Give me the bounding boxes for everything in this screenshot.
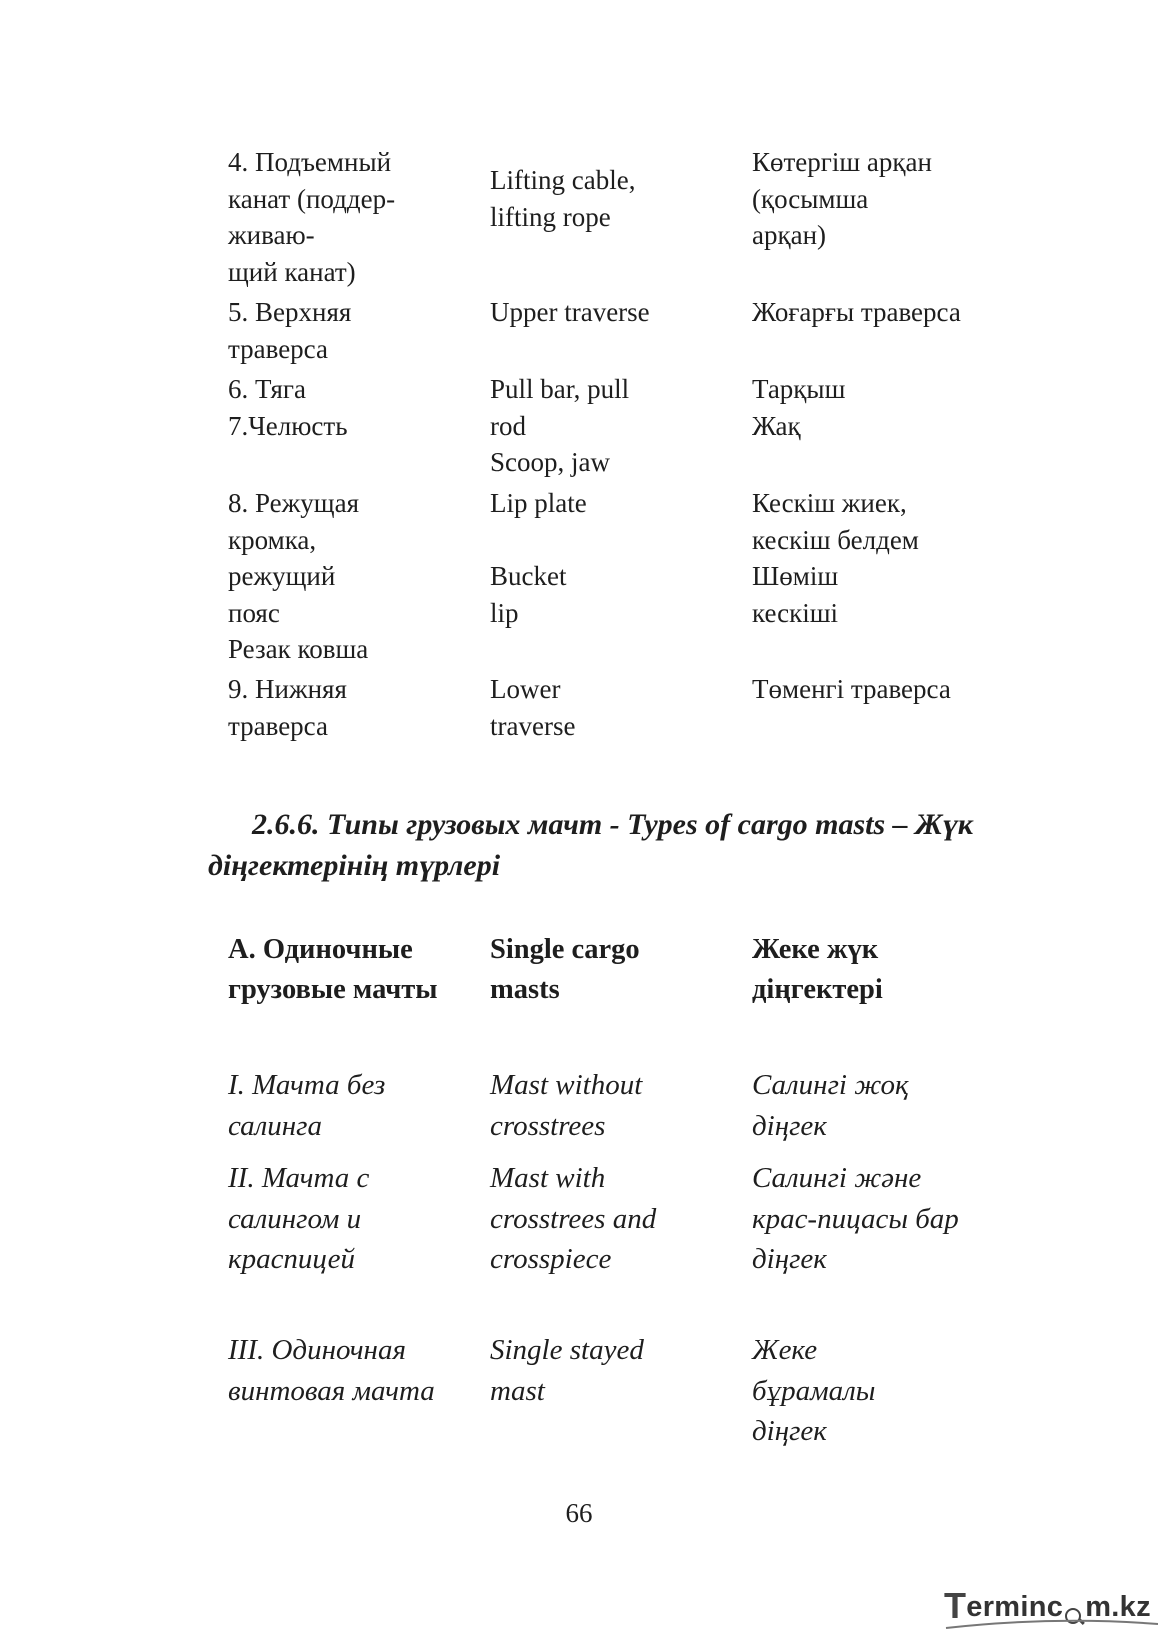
logo-text-middle: erminc <box>966 1591 1064 1623</box>
term-en: Single stayed mast <box>490 1334 644 1407</box>
term-kz: Салингі және крас-пицасы бар діңгек <box>752 1162 959 1275</box>
site-logo <box>944 1585 1151 1626</box>
logo-initial: T <box>944 1585 967 1626</box>
term-ru: 8. Режущая кромка, режущий пояс Резак ковша <box>228 488 369 664</box>
term-ru: 5. Верхняя траверса <box>228 297 352 364</box>
term-kz: Кескіш жиек, кескіш белдем Шөміш кескіші <box>752 488 919 628</box>
term-kz: Тарқыш Жақ <box>752 374 846 441</box>
term-kz: Жеке бұрамалы діңгек <box>752 1334 876 1447</box>
term-en: Mast with crosstrees and crosspiece <box>490 1162 657 1275</box>
term-kz: Төменгі траверса <box>752 674 951 704</box>
term-en: Pull bar, pull rod Scoop, jaw <box>490 374 630 477</box>
section-heading: 2.6.6. Типы грузовых мачт - Types of cargo masts – Жүк діңгектерінің түрлері <box>208 808 973 882</box>
term-kz: Жоғарғы траверса <box>752 297 961 327</box>
term-ru: III. Одиночная винтовая мачта <box>228 1334 435 1407</box>
swoosh-icon <box>944 1618 1158 1630</box>
table-header-en: Single cargo masts <box>490 934 640 1005</box>
term-en: Lifting cable, lifting rope <box>490 165 636 232</box>
term-en: Mast without crosstrees <box>490 1069 643 1142</box>
term-ru: 4. Подъемный канат (поддер- живаю- щий канат) <box>228 147 396 287</box>
term-ru: I. Мачта без салинга <box>228 1069 386 1142</box>
page-number: 66 <box>565 1498 593 1528</box>
term-ru: II. Мачта с салингом и краспицей <box>228 1162 370 1275</box>
term-kz: Салингі жоқ діңгек <box>752 1069 909 1142</box>
term-en: Upper traverse <box>490 297 650 327</box>
table-header-kz: Жеке жүк діңгектері <box>752 934 883 1005</box>
term-en: Lip plate Bucket lip <box>490 488 587 628</box>
term-ru: 6. Тяга 7.Челюсть <box>228 374 348 441</box>
table-header-ru: А. Одиночные грузовые мачты <box>228 934 438 1005</box>
term-en: Lower traverse <box>490 674 576 741</box>
term-kz: Көтергіш арқан (қосымша арқан) <box>752 147 932 250</box>
term-ru: 9. Нижняя траверса <box>228 674 347 741</box>
logo-text-suffix: m.kz <box>1085 1591 1151 1623</box>
